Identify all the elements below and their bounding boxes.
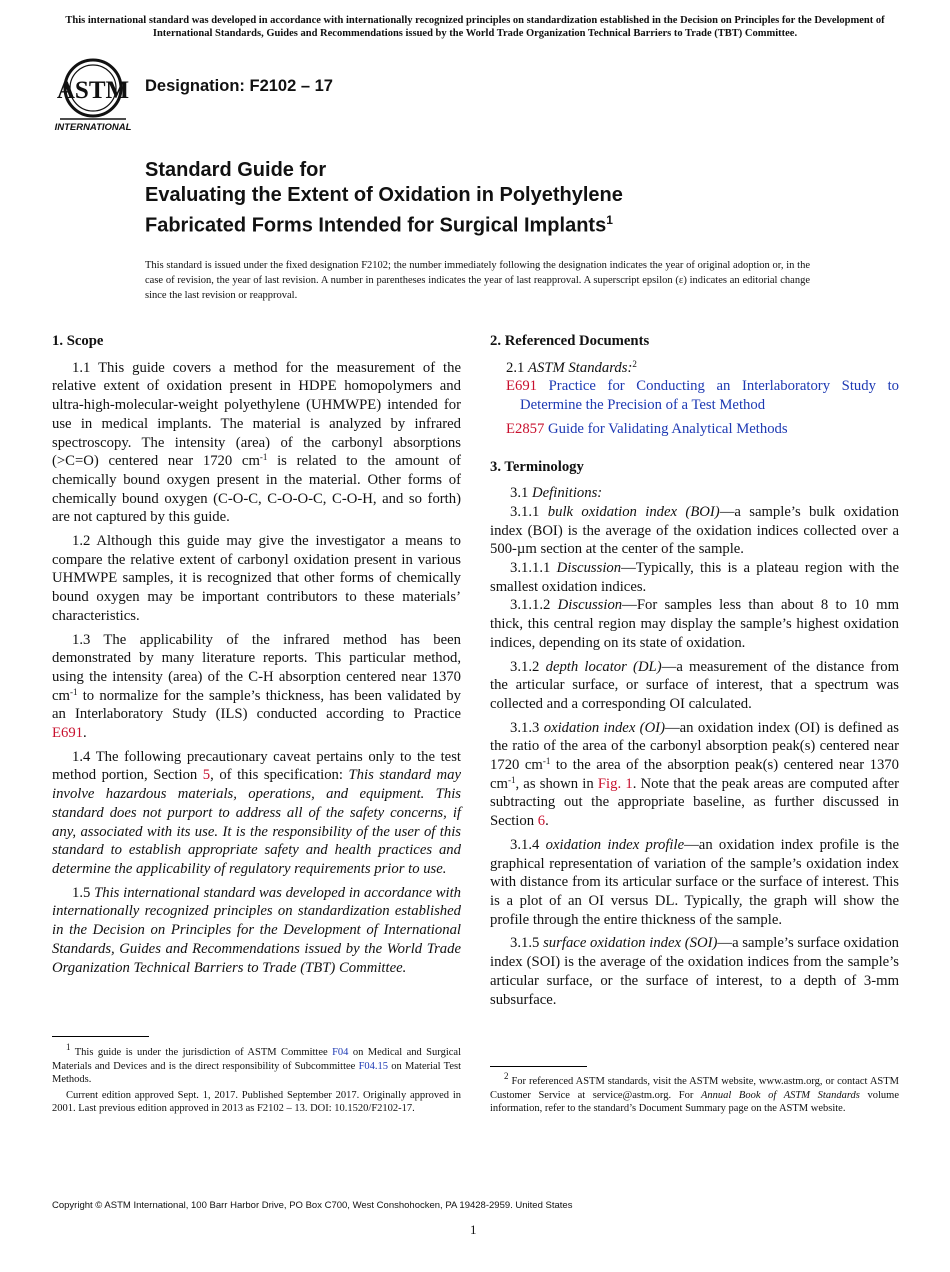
term-3-1-2: 3.1.2 depth locator (DL)—a measurement of the distance from the articular surface, or surface of interest, that a spectrum was collected and a corresponding OI calculated. <box>490 658 900 712</box>
term-3-1-1-1: 3.1.1.1 Discussion—Typically, this is a plateau region with the smallest oxidation indices. <box>490 560 899 595</box>
astm-logo-graphic <box>52 56 134 134</box>
term-3-1-5: 3.1.5 surface oxidation index (SOI)—a sample’s surface oxidation index (SOI) is the average of the oxidation indices from the sample’s articular surface, or the surface of interest, to a depth of 3-mm subsurface. <box>490 935 900 1008</box>
link-f04-15[interactable]: F04.15 <box>358 1060 389 1072</box>
term-3-1-1: 3.1.1 bulk oxidation index (BOI)—a sample’s bulk oxidation index (BOI) is the average of the oxidation indices collected over a 500-µm section at the center of the sample. <box>490 503 899 558</box>
page-number: 1 <box>470 1222 477 1237</box>
term-3-1-4: 3.1.4 oxidation index profile—an oxidation index profile is the graphical representation of variation of the sample’s oxidation index with distance from its articular surface or the surface of interest. This is a plot of an OI versus DL. Typically, the graph will show the profile through the entire thickness of the sample. <box>490 836 900 928</box>
title-line-3: Fabricated Forms Intended for Surgical Implants <box>145 214 607 237</box>
logo-text-top: ASTM <box>56 77 130 104</box>
designation: Designation: F2102 – 17 <box>145 77 333 95</box>
footnote-divider-left <box>52 1036 149 1037</box>
link-fig-1[interactable]: Fig. 1 <box>597 775 633 792</box>
title-line-2: Evaluating the Extent of Oxidation in Polyethylene <box>145 184 623 206</box>
scope-1-1: 1.1 This guide covers a method for the measurement of the relative extent of oxidation present in HDPE homopolymers and ultra-high-molecular-weight polyethylene (UHMWPE) intended for use in medical implants. The material is analyzed by infrared spectroscopy. The intensity (area) of the carbonyl absorptions (>C=O) centered near 1720 $cm^{-1}$ is related to the amount of chemically bound oxygen present in the material. Other forms of chemically bound oxygen (C-O-C, C-O-O-C, C-O-H, and so forth) are not captured by this guide. <box>52 359 461 526</box>
ref-item-e691[interactable]: E691 Practice for Conducting an Interlaboratory Study to Determine the Precision of a Test Method <box>506 378 899 414</box>
footnote-divider-right <box>490 1066 587 1067</box>
term-3-1-3: 3.1.3 oxidation index (OI)—an oxidation index (OI) is defined as the ratio of the area of the carbonyl absorption peak(s) centered near 1720 $cm^{-1}$ to the area of the absorption peak(s) centered near 1370 $cm^{-1}$, as shown in Fig. 1. Note that the peak areas are computed after subtracting out the appropriate baseline, as further discussed in Section 6. <box>490 719 900 830</box>
scope-1-5: 1.5 This international standard was developed in accordance with internationally recognized principles on standardization established in the Decision on Principles for the Development of International Standards, Guides and Recommendations issued by the World Trade Organization Technical Barriers to Trade (TBT) Committee. <box>52 884 461 976</box>
logo-text-bottom: INTERNATIONAL <box>54 122 132 133</box>
right-column <box>490 332 899 1014</box>
scope-1-4: 1.4 The following precautionary caveat pertains only to the test method portion, Section 5, of this specification: This standard may involve hazardous materials, operations, and equipment. This standard does not purport to address all of the safety concerns, if any, associated with its use. It is the responsibility of the user of this standard to establish appropriate safety and health practices and determine the applicability of regulatory requirements prior to use. <box>52 748 461 877</box>
term-3-1: 3.1 Definitions: <box>510 485 603 502</box>
scope-heading: 1. Scope <box>52 333 104 349</box>
terminology-heading: 3. Terminology <box>490 458 584 475</box>
refdocs-2-1: 2.1 ASTM Standards:$^2$ <box>506 358 637 376</box>
copyright-line: Copyright © ASTM International, 100 Barr Harbor Drive, PO Box C700, West Conshohocken, PA 19428-2959. United States <box>52 1200 573 1211</box>
link-f04[interactable]: F04 <box>332 1047 349 1058</box>
issuance-notice: This standard is issued under the fixed designation F2102; the number immediately following the designation indicates the year of original adoption or, in the case of revision, the year of last revision. A number in parentheses indicates the year of last reapproval. A superscript epsilon (ε) indicates an editorial change since the last revision or reapproval. <box>145 260 810 301</box>
ref-item-e2857[interactable]: E2857 Guide for Validating Analytical Methods <box>506 420 788 437</box>
scope-1-2: 1.2 Although this guide may give the investigator a means to compare the relative extent of carbonyl oxidation present in various UHMWPE samples, it is recognized that other forms of chemically bound oxygen may be important contributors to these materials’ characteristics. <box>52 533 461 624</box>
title-line-1: Standard Guide for <box>145 159 327 181</box>
term-3-1-1-2: 3.1.1.2 Discussion—For samples less than about 8 to 10 mm thick, this central region may display the sample’s highest oxidation indices, depending on its state of oxidation. <box>490 597 899 651</box>
title-footnote-mark: 1 <box>606 213 613 227</box>
astm-logo <box>52 56 134 134</box>
document-title <box>145 158 845 239</box>
refdocs-heading: 2. Referenced Documents <box>490 333 650 349</box>
scope-1-3: 1.3 The applicability of the infrared method has been demonstrated by many literature reports. This particular method, using the intensity (area) of the C-H absorption centered near 1370 $cm^{-1}$ to normalize for the sample’s thickness, has been validated by an Interlaboratory Study (ILS) conducted according to Practice E691. <box>52 631 461 742</box>
link-e691[interactable]: E691 <box>52 725 84 742</box>
footnote-2: $^2$ For referenced ASTM standards, visit the ASTM website, www.astm.org, or contact ASTM Customer Service at service@astm.org. For Annual Book of ASTM Standards volume information, refer to the standard’s Document Summary page on the ASTM website. <box>490 1071 899 1114</box>
left-column <box>52 332 461 982</box>
link-section-5[interactable]: 5 <box>202 767 211 784</box>
link-section-6[interactable]: 6 <box>537 813 546 830</box>
footnote-1: $^1$ This guide is under the jurisdiction of ASTM Committee F04 on Medical and Surgical Materials and Devices and is the direct responsibility of Subcommittee F04.15 on Material Test Methods. Current edition approved Sept. 1, 2017. Published September 2017. Originally approved in 2001. Last previous edition approved in 2013 as F2102 – 13. DOI: 10.1520/F2102-17. <box>52 1042 461 1114</box>
top-banner: This international standard was developed in accordance with internationally recognized principles on standardization established in the Decision on Principles for the Development of International Standards, Guides and Recommendations issued by the World Trade Organization Technical Barriers to Trade (TBT) Committee. <box>65 15 885 39</box>
